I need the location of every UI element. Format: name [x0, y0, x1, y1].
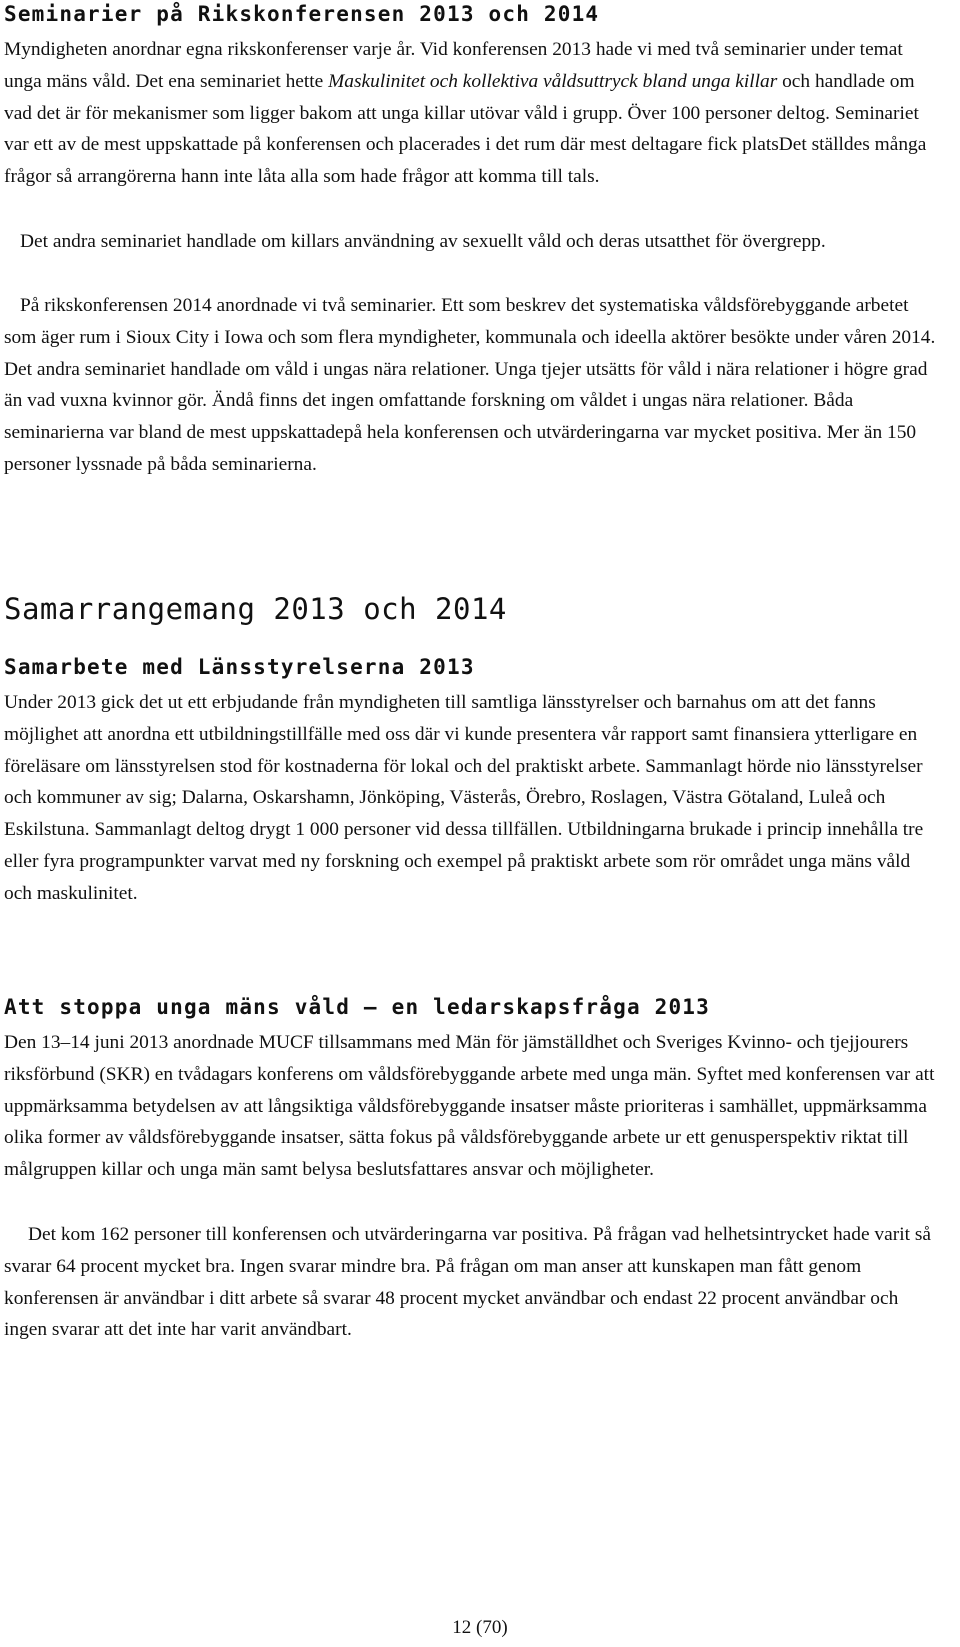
section-heading-samarrangemang: Samarrangemang 2013 och 2014 — [4, 592, 507, 626]
paragraph-ledarskapsfraga-2: Det kom 162 personer till konferensen och utvärderingarna var positiva. På frågan vad helhetsintrycket hade varit så svarar 64 procent mycket bra. Ingen svarar mindre bra. På frågan om man anser att kunskapen man fått genom konferensen är användbar i ditt arbete så svarar 48 procent mycket användbar och endast 22 procent användbar och ingen svarar att det inte har varit användbart. — [4, 1224, 931, 1341]
paragraph-lansstyrelserna: Under 2013 gick det ut ett erbjudande från myndigheten till samtliga länsstyrelser och barnahus om att det fanns möjlighet att anordna ett utbildningstillfälle med oss där vi kunde presentera vår rapport samt finansiera ytterligare en föreläsare om länsstyrelsen stod för kostnaderna för lokal och del praktiskt arbete. Sammanlagt hörde nio länsstyrelser och kommuner av sig; Dalarna, Oskarshamn, Jönköping, Västerås, Örebro, Roslagen, Västra Götaland, Luleå och Eskilstuna. Sammanlagt deltog drygt 1 000 personer vid dessa tillfällen. Utbildningarna brukade i princip innehålla tre eller fyra programpunkter varvat med ny forskning och exempel på praktiskt arbete som rör området unga mäns våld och maskulinitet. — [4, 692, 924, 904]
paragraph-seminarier-1 — [4, 34, 940, 193]
paragraph-text: Myndigheten anordnar egna rikskonferenser varje år. Vid konferensen 2013 hade vi med två seminarier under temat unga mäns våld. Det ena seminariet hette — [4, 39, 903, 92]
page-number: 12 (70) — [452, 1617, 508, 1638]
subsection-heading-lansstyrelserna: Samarbete med Länsstyrelserna 2013 — [4, 655, 475, 679]
document-page — [4, 0, 956, 1647]
paragraph-seminarier-3: På rikskonferensen 2014 anordnade vi två seminarier. Ett som beskrev det systematiska våldsförebyggande arbetet som äger rum i Sioux City i Iowa och som flera myndigheter, kommunala och ideella aktörer besökte under våren 2014. Det andra seminariet handlade om våld i ungas nära relationer. Unga tjejer utsätts för våld i nära relationer i högre grad än vad vuxna kvinnor gör. Ändå finns det ingen omfattande forskning om våldet i ungas nära relationer. Båda seminarierna var bland de mest uppskattadepå hela konferensen och utvärderingarna var mycket positiva. Mer än 150 personer lyssnade på båda seminarierna. — [4, 295, 936, 475]
subsection-heading-ledarskapsfraga: Att stoppa unga mäns våld – en ledarskapsfråga 2013 — [4, 995, 710, 1019]
paragraph-text: och handlade om vad det är för mekanismer som ligger bakom att unga killar utövar våld i grupp. Över 100 personer deltog. Seminariet var ett av de mest uppskattade på konferensen och placerades i det rum där mest deltagare fick platsDet ställdes många frågor så arrangörerna hann inte låta alla som hade frågor att komma till tals. — [4, 70, 927, 188]
paragraph-ledarskapsfraga-1: Den 13–14 juni 2013 anordnade MUCF tillsammans med Män för jämställdhet och Sveriges Kvinno- och tjejjourers riksförbund (SKR) en tvådagars konferens om våldsförebyggande arbete med unga män. Syftet med konferensen var att uppmärksamma betydelsen av att långsiktiga våldsförebyggande insatser måste prioriteras i samhället, uppmärksamma olika former av våldsförebyggande insatser, sätta fokus på våldsförebyggande arbete ur ett genusperspektiv riktat till målgruppen killar och unga män samt belysa beslutsfattares ansvar och möjligheter. — [4, 1032, 935, 1181]
seminar-title-italic: Maskulinitet och kollektiva våldsuttryck bland unga killar — [328, 70, 778, 92]
paragraph-seminarier-2: Det andra seminariet handlade om killars användning av sexuellt våld och deras utsatthet för övergrepp. — [20, 231, 826, 252]
section-heading-seminarier: Seminarier på Rikskonferensen 2013 och 2014 — [4, 2, 600, 26]
